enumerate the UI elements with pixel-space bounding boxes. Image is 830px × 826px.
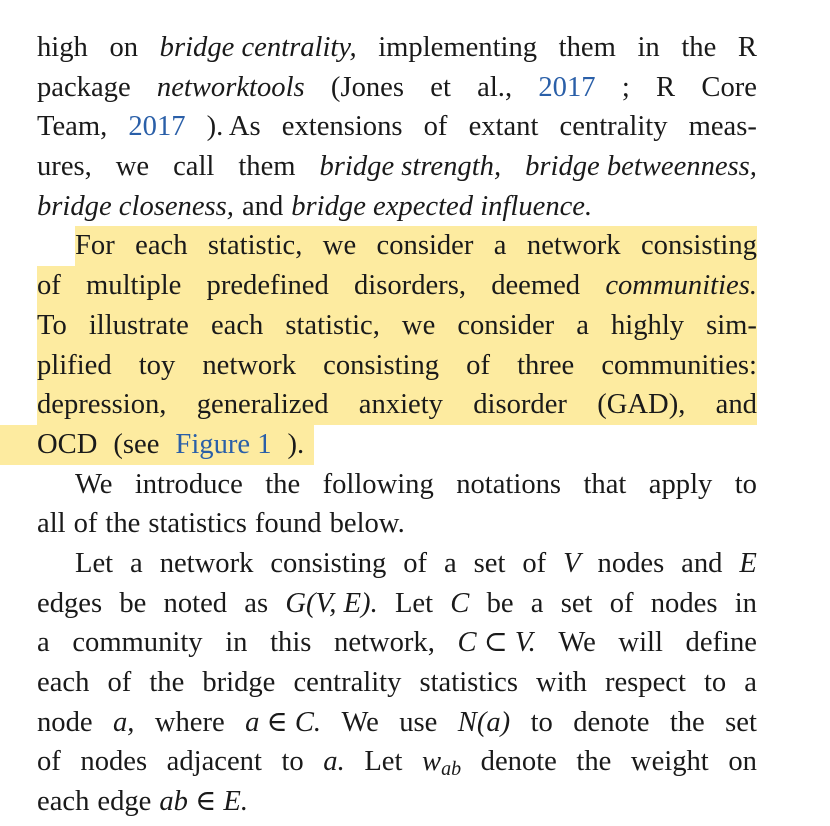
word: following xyxy=(322,468,434,500)
word: consisting xyxy=(270,547,387,579)
word: the xyxy=(576,746,612,778)
word: Team, xyxy=(37,111,108,143)
word: extensions xyxy=(281,111,403,143)
word: be xyxy=(119,587,147,619)
word: multiple xyxy=(86,270,182,302)
word: of xyxy=(609,587,634,619)
word: statistics xyxy=(419,667,518,698)
text-line xyxy=(37,584,757,624)
word: (see xyxy=(113,428,160,460)
word: We xyxy=(341,706,379,738)
word: G(V, E). xyxy=(285,587,378,619)
word: toy xyxy=(138,349,176,381)
citation-link[interactable]: 2017 xyxy=(538,71,596,103)
word: a xyxy=(530,587,544,619)
citation-link[interactable]: 2017 xyxy=(128,111,186,143)
word: set xyxy=(560,587,593,619)
word: centrality xyxy=(559,111,668,143)
word: we xyxy=(115,151,150,183)
word: generalized xyxy=(196,389,329,421)
word: set xyxy=(725,706,757,738)
word: bridge strength, xyxy=(319,151,502,183)
word: Let xyxy=(364,746,403,778)
word: high xyxy=(37,32,88,63)
word: C ⊂ V. xyxy=(457,627,536,659)
word: a xyxy=(37,627,50,659)
word: (GAD), xyxy=(597,389,686,421)
word: nodes xyxy=(650,587,718,619)
word: predefined xyxy=(206,270,329,302)
word: and xyxy=(681,547,723,579)
word: anxiety xyxy=(358,389,443,421)
word: set xyxy=(473,547,506,579)
word: community xyxy=(72,627,203,659)
word: all xyxy=(37,508,66,540)
word: a ∈ C. xyxy=(245,706,322,738)
word: package xyxy=(37,71,131,103)
word: disorders, xyxy=(354,270,466,302)
word: To xyxy=(37,309,67,341)
text-line xyxy=(37,28,757,68)
article-body-text xyxy=(37,28,757,822)
word: communities. xyxy=(605,270,757,302)
word: the xyxy=(149,667,185,698)
word: each xyxy=(37,786,90,818)
text-line xyxy=(37,385,757,425)
word: ). xyxy=(287,428,305,460)
word: be xyxy=(486,587,514,619)
word: edges xyxy=(37,587,103,619)
word: respect xyxy=(604,667,686,698)
word: disorder xyxy=(473,389,567,421)
text-line xyxy=(37,147,757,187)
word: $w_{ab}$ xyxy=(421,746,462,781)
word: of xyxy=(423,111,448,143)
word: consisting xyxy=(640,230,757,262)
word: notations xyxy=(456,468,562,500)
word: of xyxy=(73,508,98,540)
word: adjacent xyxy=(166,746,262,778)
word: sim- xyxy=(706,309,757,341)
word: network, xyxy=(334,627,435,659)
word: et xyxy=(430,71,451,103)
text-line xyxy=(37,504,757,544)
word: statistics xyxy=(148,508,247,540)
text-line xyxy=(37,346,757,386)
word: as xyxy=(244,587,269,619)
word: Let xyxy=(75,547,114,579)
word: the xyxy=(669,706,705,738)
word: define xyxy=(685,627,757,659)
highlighted-span xyxy=(0,425,314,465)
word: use xyxy=(399,706,438,738)
word: V xyxy=(563,547,581,579)
citation-link[interactable]: Figure 1 xyxy=(175,428,272,460)
word: in xyxy=(225,627,248,659)
word: OCD xyxy=(37,428,98,460)
word: and xyxy=(241,190,284,222)
word: N(a) xyxy=(457,706,511,738)
word: Core xyxy=(701,71,757,103)
word: deemed xyxy=(491,270,581,302)
word: denote xyxy=(573,706,650,738)
word: bridge xyxy=(202,667,276,698)
word: and xyxy=(715,389,757,421)
text-line xyxy=(37,465,757,505)
text-line xyxy=(37,306,757,346)
text-line xyxy=(37,187,757,227)
text-line xyxy=(37,266,757,306)
word: found xyxy=(254,508,322,540)
word: bridge closeness, xyxy=(37,190,234,222)
word: to xyxy=(703,667,727,698)
text-line xyxy=(37,107,757,147)
word: ab ∈ E. xyxy=(159,786,249,818)
word: al., xyxy=(477,71,513,103)
word: the xyxy=(105,508,141,540)
word: denote xyxy=(480,746,557,778)
word: of xyxy=(466,349,490,381)
word: each xyxy=(210,309,264,341)
word: E xyxy=(739,547,757,579)
word: to xyxy=(734,468,757,500)
word: weight xyxy=(630,746,709,778)
word: them xyxy=(238,151,296,183)
word: each xyxy=(37,667,90,698)
word: network xyxy=(202,349,297,381)
word: ). As xyxy=(206,111,261,143)
word: statistic, xyxy=(285,309,380,341)
word: bridge betweenness, xyxy=(525,151,757,183)
word: networktools xyxy=(156,71,305,103)
word: centrality xyxy=(293,667,402,698)
word: ; xyxy=(621,71,630,103)
text-line xyxy=(37,68,757,108)
word: of xyxy=(37,270,61,302)
word: in xyxy=(637,32,660,63)
text-line xyxy=(37,703,757,743)
word: a xyxy=(576,309,589,341)
word: will xyxy=(618,627,663,659)
word: (Jones xyxy=(330,71,404,103)
word: ures, xyxy=(37,151,92,183)
text-line xyxy=(37,226,757,266)
word: statistic, xyxy=(207,230,303,262)
word: network xyxy=(526,230,621,262)
word: this xyxy=(270,627,312,659)
word: to xyxy=(281,746,304,778)
word: three xyxy=(517,349,575,381)
word: we xyxy=(401,309,436,341)
word: consider xyxy=(457,309,555,341)
word: node xyxy=(37,706,93,738)
word: a xyxy=(744,667,757,698)
text-line xyxy=(37,742,757,782)
word: of xyxy=(522,547,547,579)
word: We xyxy=(558,627,596,659)
word: bridge centrality, xyxy=(159,32,357,63)
word: the xyxy=(681,32,717,63)
word: Let xyxy=(394,587,434,619)
word: below. xyxy=(329,508,405,540)
text-line xyxy=(37,663,757,703)
subscript: ab xyxy=(441,758,462,781)
text-line xyxy=(37,425,757,465)
word: of xyxy=(37,746,61,778)
word: network xyxy=(159,547,254,579)
word: that xyxy=(583,468,627,500)
word: a, xyxy=(112,706,135,738)
word: R xyxy=(656,71,676,103)
word: of xyxy=(107,667,132,698)
word: on xyxy=(728,746,757,778)
word: depression, xyxy=(37,389,167,421)
word: in xyxy=(734,587,757,619)
word: extant xyxy=(468,111,539,143)
word: of xyxy=(403,547,428,579)
word: edge xyxy=(97,786,152,818)
word: the xyxy=(265,468,301,500)
text-line xyxy=(37,782,757,822)
word: we xyxy=(322,230,357,262)
word: introduce xyxy=(134,468,243,500)
word: highly xyxy=(610,309,685,341)
word: For xyxy=(75,230,115,262)
word: noted xyxy=(163,587,228,619)
word: nodes xyxy=(597,547,665,579)
word: plified xyxy=(37,349,112,381)
word: consisting xyxy=(323,349,440,381)
word: illustrate xyxy=(88,309,189,341)
word: call xyxy=(173,151,215,183)
word: communities: xyxy=(601,349,757,381)
word: a xyxy=(493,230,507,262)
text-line xyxy=(37,544,757,584)
text-line xyxy=(37,623,757,663)
word: consider xyxy=(376,230,474,262)
word: R xyxy=(737,32,757,63)
word: each xyxy=(135,230,188,262)
word: bridge expected influence. xyxy=(291,190,593,222)
word: a xyxy=(130,547,143,579)
word: C xyxy=(450,587,470,619)
word: We xyxy=(75,468,113,500)
word: them xyxy=(558,32,616,63)
word: implementing xyxy=(378,32,538,63)
word: meas- xyxy=(688,111,757,143)
word: to xyxy=(530,706,553,738)
word: with xyxy=(536,667,587,698)
word: where xyxy=(154,706,225,738)
word: a. xyxy=(323,746,345,778)
word: nodes xyxy=(80,746,148,778)
word: apply xyxy=(648,468,713,500)
word: a xyxy=(444,547,457,579)
word: on xyxy=(109,32,139,63)
